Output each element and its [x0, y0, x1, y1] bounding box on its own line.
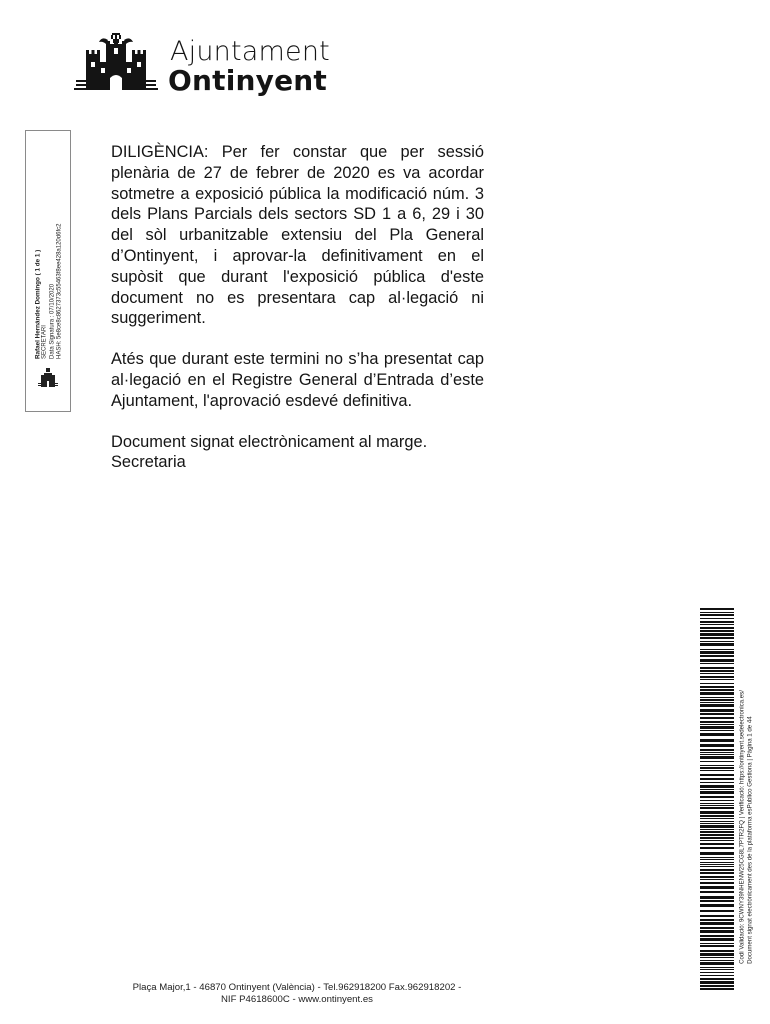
signature-stamp-text — [34, 139, 63, 359]
verification-info — [735, 664, 759, 990]
signature-date: Data Signatura : 07/10/2020 — [49, 283, 55, 359]
ajuntament-logo — [72, 30, 332, 100]
signer-role: SECRETARI — [41, 325, 48, 359]
mini-coat-of-arms-icon — [38, 367, 58, 389]
diligence-paragraph: DILIGÈNCIA: Per fer constar que per sessió plenària de 27 de febrer de 2020 es va acordar sotmetre a exposició pública la modificació núm. 3 dels Plans Parcials dels sectors SD 1 a 6, 29 i 30 del sòl urbanitzable extensiu del Pla General d’Ontinyent, i aprovar-la definitivament en el supòsit que durant l'exposició pública d'este document no es presentara cap al·legació ni suggeriment. — [111, 143, 484, 328]
footer-nif-web: NIF P4618600C - www.ontinyent.es — [221, 993, 373, 1005]
verification-code: Codi Validació: 9CWNY39NHENW25CG8L7PTR2FQ | Verificació: https://ontinyent.sedelectronica.es/ — [738, 690, 746, 964]
document-body — [111, 142, 484, 473]
signature-hash: HASH: 5e8ce8c8627373c55463f8ee428a120d6fc2 — [56, 223, 63, 359]
verification-text — [739, 690, 756, 964]
closing-department: Secretaria — [111, 453, 186, 472]
approval-paragraph: Atés que durant este termini no s’ha presentat cap al·legació en el Registre General d’Entrada d’este Ajuntament, l'aprovació esdevé definitiva. — [111, 350, 484, 410]
footer-address: Plaça Major,1 - 46870 Ontinyent (València) - Tel.962918200 Fax.962918202 - — [132, 982, 462, 993]
verification-platform: Document signat electrònicament des de la plataforma esPublico Gestiona | Pàgina 1 de 44 — [747, 716, 754, 964]
closing-signed-note: Document signat electrònicament al marge. — [111, 432, 428, 451]
castle-coat-of-arms-icon — [72, 30, 164, 96]
verification-barcode — [700, 608, 734, 990]
page-footer — [96, 982, 498, 1006]
signer-name: Rafael Hernández Domingo ( 1 de 1 ) — [34, 249, 42, 359]
org-name-line1: Ajuntament — [170, 36, 330, 67]
signature-stamp — [25, 130, 71, 412]
org-name-line2: Ontinyent — [168, 64, 328, 97]
